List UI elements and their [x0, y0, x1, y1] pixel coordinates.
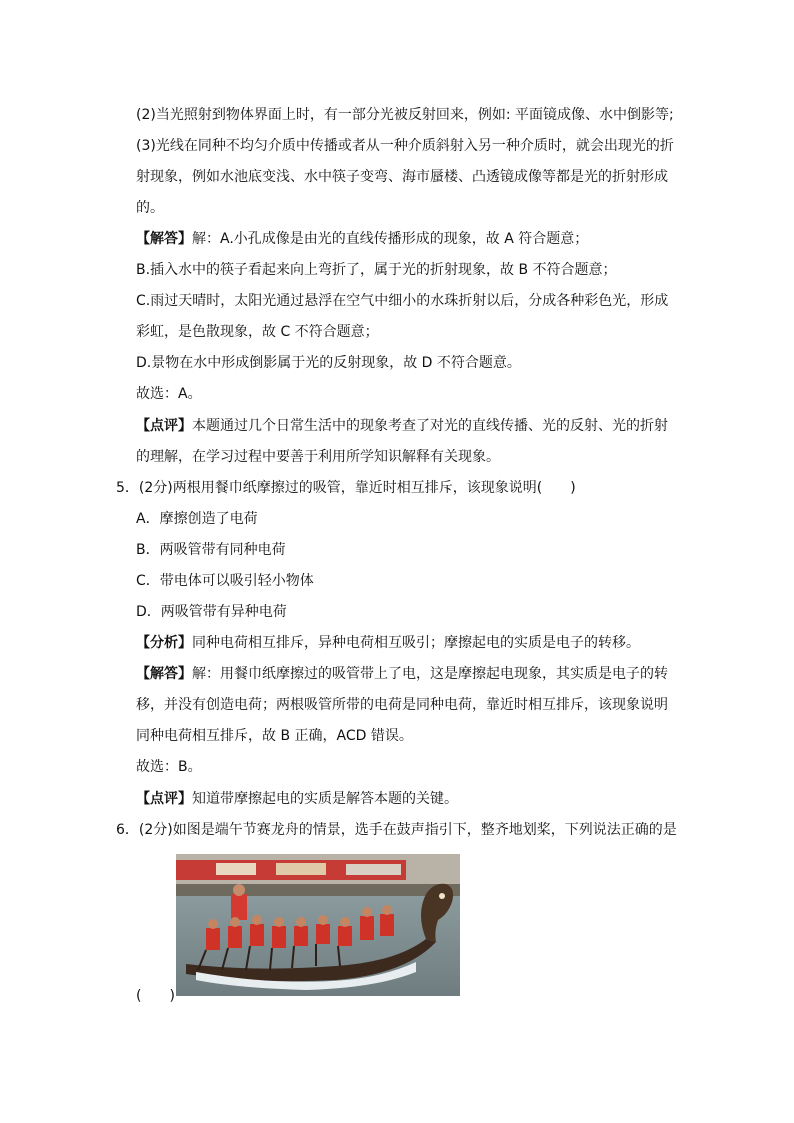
- analysis-tag: 【分析】: [136, 635, 192, 651]
- q5-answer-line2: 移，并没有创造电荷；两根吸管所带的电荷是同种电荷，靠近时相互排斥，该现象说明: [136, 697, 668, 713]
- q4-answer-c1: C.雨过天晴时，太阳光通过悬浮在空气中细小的水珠折射以后，分成各种彩色光，形成: [136, 293, 669, 309]
- dragon-boat-illustration: [176, 854, 460, 996]
- q5-analysis: [136, 634, 640, 652]
- q5-option-d: D．两吸管带有异种电荷: [136, 604, 287, 620]
- answer-text: 解：A.小孔成像是由光的直线传播形成的现象，故 A 符合题意；: [192, 231, 589, 247]
- q5-stem: 5．(2分)两根用餐巾纸摩擦过的吸管，靠近时相互排斥，该现象说明( ): [116, 480, 576, 496]
- q4-choice: 故选：A。: [136, 386, 202, 402]
- q5-comment: [136, 790, 458, 808]
- analysis-line-3c: 的。: [136, 200, 164, 216]
- answer-tag: 【解答】: [136, 666, 192, 682]
- dragon-boat-image: [176, 854, 460, 996]
- q5-option-c: C．带电体可以吸引轻小物体: [136, 573, 314, 589]
- analysis-line-2: (2)当光照射到物体界面上时，有一部分光被反射回来，例如: 平面镜成像、水中倒影等;: [136, 107, 674, 123]
- q4-comment-line2: 的理解，在学习过程中要善于利用所学知识解释有关现象。: [136, 449, 500, 465]
- q6-stem: 6．(2分)如图是端午节赛龙舟的情景，选手在鼓声指引下，整齐地划桨，下列说法正确的是: [116, 822, 677, 838]
- q6-answer-blank: ( ): [136, 988, 175, 1004]
- q4-answer-d: D.景物在水中形成倒影属于光的反射现象，故 D 不符合题意。: [136, 355, 521, 371]
- q5-choice: 故选：B。: [136, 759, 202, 775]
- answer-text: 解：用餐巾纸摩擦过的吸管带上了电，这是摩擦起电现象，其实质是电子的转: [192, 666, 668, 682]
- comment-text: 知道带摩擦起电的实质是解答本题的关键。: [192, 791, 458, 807]
- q5-option-a: A．摩擦创造了电荷: [136, 511, 258, 527]
- q5-option-b: B．两吸管带有同种电荷: [136, 542, 286, 558]
- analysis-line-3a: (3)光线在同种不均匀介质中传播或者从一种介质斜射入另一种介质时，就会出现光的折: [136, 138, 674, 154]
- comment-tag: 【点评】: [136, 791, 192, 807]
- q4-answer-b: B.插入水中的筷子看起来向上弯折了，属于光的折射现象，故 B 不符合题意；: [136, 262, 617, 278]
- q4-answer-c2: 彩虹，是色散现象，故 C 不符合题意；: [136, 324, 379, 340]
- answer-tag: 【解答】: [136, 231, 192, 247]
- analysis-text: 同种电荷相互排斥，异种电荷相互吸引；摩擦起电的实质是电子的转移。: [192, 635, 640, 651]
- q5-answer-line1: [136, 665, 668, 683]
- comment-text: 本题通过几个日常生活中的现象考查了对光的直线传播、光的反射、光的折射: [192, 418, 668, 434]
- comment-tag: 【点评】: [136, 418, 192, 434]
- analysis-line-3b: 射现象，例如水池底变浅、水中筷子变弯、海市蜃楼、凸透镜成像等都是光的折射形成: [136, 169, 668, 185]
- q4-comment-line1: [136, 417, 668, 435]
- q4-answer-a: [136, 230, 588, 248]
- q5-answer-line3: 同种电荷相互排斥，故 B 正确，ACD 错误。: [136, 728, 413, 744]
